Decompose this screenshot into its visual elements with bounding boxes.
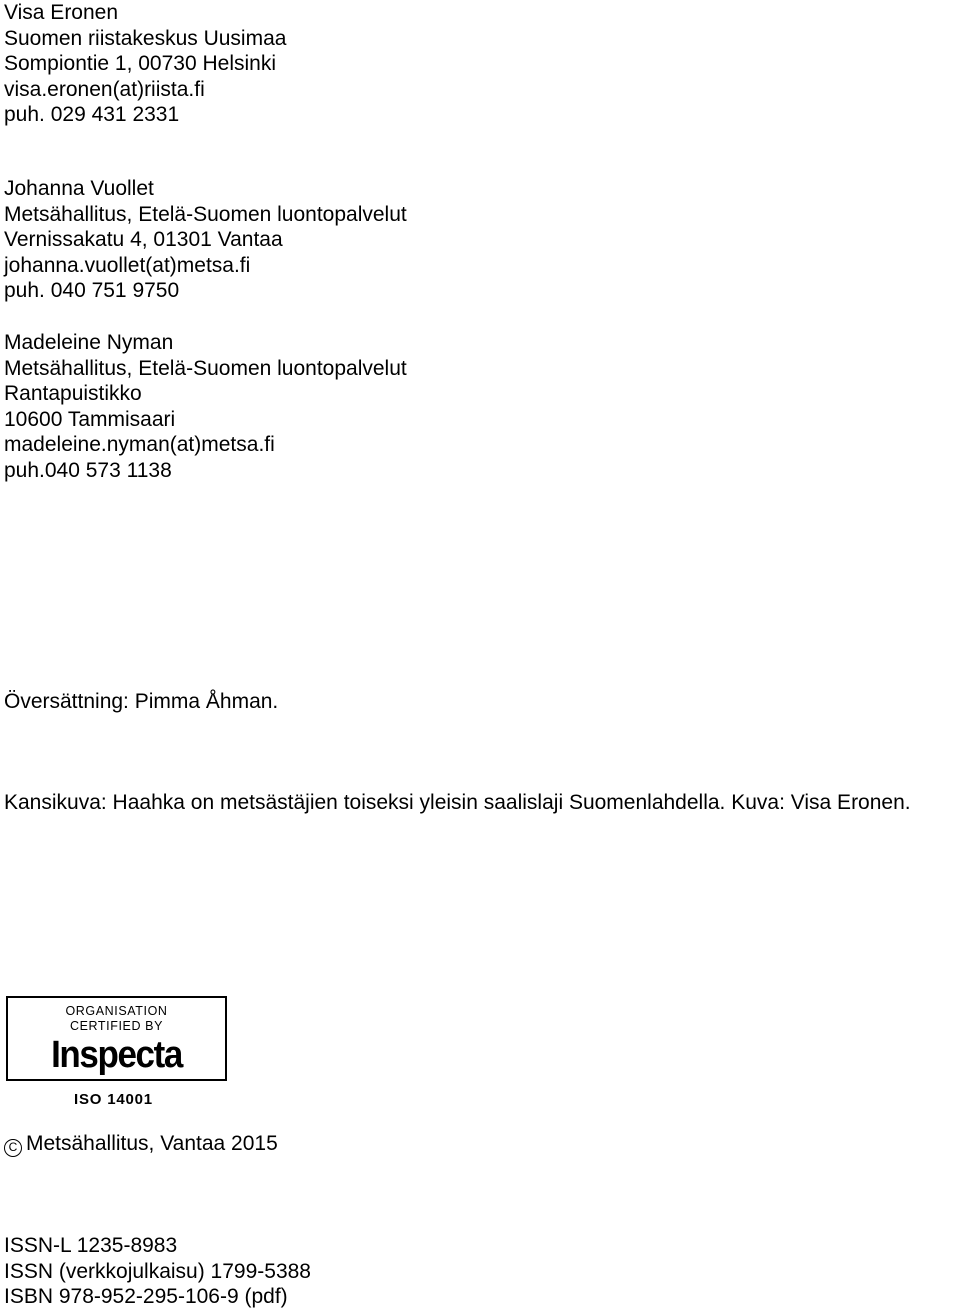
- contact-email: johanna.vuollet(at)metsa.fi: [4, 253, 251, 277]
- contact-email: visa.eronen(at)riista.fi: [4, 77, 205, 101]
- contact-organisation: Suomen riistakeskus Uusimaa: [4, 26, 287, 50]
- contact-organisation: Metsähallitus, Etelä-Suomen luontopalvelut: [4, 202, 407, 226]
- contact-name: Madeleine Nyman: [4, 331, 174, 354]
- contact-phone: puh.040 573 1138: [4, 458, 172, 482]
- contact-postal-city: 10600 Tammisaari: [4, 407, 176, 431]
- cover-photo-caption: Kansikuva: Haahka on metsästäjien toiseksi yleisin saalislaji Suomenlahdella. Kuva: Visa Eronen.: [4, 791, 911, 814]
- cert-line-certified-by: CERTIFIED BY: [69, 1019, 164, 1033]
- contact-johanna-vuollet: [4, 176, 407, 304]
- translation-credit: Översättning: Pimma Åhman.: [4, 690, 279, 713]
- issn-l: ISSN-L 1235-8983: [4, 1234, 178, 1257]
- copyright-text: Metsähallitus, Vantaa 2015: [26, 1132, 278, 1155]
- contact-address: Sompiontie 1, 00730 Helsinki: [4, 52, 276, 76]
- issn-online: ISSN (verkkojulkaisu) 1799-5388: [4, 1259, 311, 1283]
- copyright-icon: C: [4, 1139, 22, 1157]
- contact-email: madeleine.nyman(at)metsa.fi: [4, 433, 275, 457]
- publication-identifiers: [4, 1233, 311, 1310]
- isbn-pdf: ISBN 978-952-295-106-9 (pdf): [4, 1285, 288, 1309]
- contact-street: Rantapuistikko: [4, 382, 142, 406]
- contact-phone: puh. 040 751 9750: [4, 279, 180, 303]
- contact-visa-eronen: [4, 0, 286, 128]
- contact-organisation: Metsähallitus, Etelä-Suomen luontopalvelut: [4, 356, 407, 380]
- contact-phone: puh. 029 431 2331: [4, 103, 180, 127]
- inspecta-certification-logo: [6, 996, 227, 1081]
- cert-brand-name: Inspecta: [51, 1034, 182, 1076]
- contact-name: Johanna Vuollet: [4, 177, 154, 200]
- contact-name: Visa Eronen: [4, 1, 119, 24]
- copyright-notice: [4, 1131, 278, 1157]
- cert-line-organisation: ORGANISATION: [65, 1004, 168, 1018]
- iso-standard-label: ISO 14001: [74, 1091, 153, 1108]
- contact-address: Vernissakatu 4, 01301 Vantaa: [4, 228, 283, 252]
- contact-madeleine-nyman: [4, 330, 407, 484]
